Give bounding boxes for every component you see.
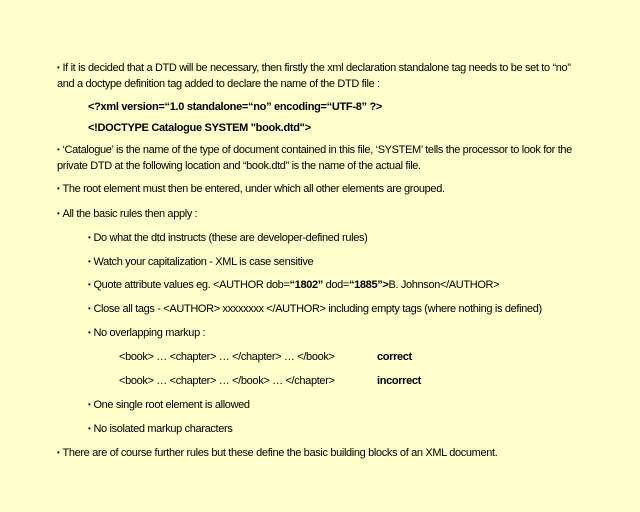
rule-single-root bbox=[88, 397, 250, 414]
root-element-text bbox=[57, 181, 445, 198]
rule-no-overlap bbox=[88, 325, 205, 342]
catalogue-text-2: private DTD at the following location and “book.dtd” is the name of the actual file. bbox=[57, 160, 421, 172]
catalogue-text-line-2 bbox=[57, 158, 421, 174]
rule-quote-dod: “1885”> bbox=[349, 279, 389, 291]
example-incorrect-verdict bbox=[377, 373, 421, 389]
doctype-text: <!DOCTYPE Catalogue SYSTEM "book.dtd"> bbox=[88, 122, 311, 134]
example-correct-label: correct bbox=[377, 351, 412, 363]
rule-quote-suffix: B. Johnson</AUTHOR> bbox=[388, 279, 500, 291]
rule-quote-prefix: Quote attribute values eg. <AUTHOR dob= bbox=[93, 279, 290, 291]
basic-rules-line: All the basic rules then apply : bbox=[62, 208, 198, 220]
intro-text-2: and a doctype definition tag added to declare the name of the DTD file : bbox=[57, 78, 380, 90]
rule-close-tags-text: Close all tags - <AUTHOR> xxxxxxxx </AUTHOR> including empty tags (where nothing is defined) bbox=[93, 303, 542, 315]
intro-text-line-2 bbox=[57, 76, 380, 92]
rule-capitalization bbox=[88, 254, 313, 271]
rule-capitalization-text: Watch your capitalization - XML is case sensitive bbox=[93, 256, 314, 268]
closing-line: There are of course further rules but these define the basic building blocks of an XML document. bbox=[62, 447, 498, 459]
rule-quote-mid: dod= bbox=[322, 279, 349, 291]
example-correct-text: <book> … <chapter> … </chapter> … </book> bbox=[119, 351, 335, 363]
example-incorrect-label: incorrect bbox=[377, 375, 421, 387]
rule-close-tags bbox=[88, 301, 542, 318]
rule-quote-attributes bbox=[88, 277, 499, 294]
xml-declaration-code bbox=[88, 99, 382, 115]
closing-text bbox=[57, 445, 497, 462]
example-incorrect-markup bbox=[119, 373, 335, 389]
rule-dtd-text: Do what the dtd instructs (these are developer-defined rules) bbox=[93, 232, 368, 244]
catalogue-text-line-1 bbox=[57, 142, 572, 159]
rule-quote-dob: “1802” bbox=[289, 279, 323, 291]
example-correct-verdict bbox=[377, 349, 412, 365]
rule-dtd bbox=[88, 230, 367, 247]
rule-no-overlap-text: No overlapping markup : bbox=[93, 327, 206, 339]
example-incorrect-text: <book> … <chapter> … </book> … </chapter> bbox=[119, 375, 335, 387]
intro-text-1: If it is decided that a DTD will be necessary, then firstly the xml declaration standalone tag needs to be set to “no” bbox=[62, 62, 571, 74]
root-element-line: The root element must then be entered, under which all other elements are grouped. bbox=[62, 183, 445, 195]
rule-single-root-text: One single root element is allowed bbox=[93, 399, 250, 411]
xml-declaration-text: <?xml version=“1.0 standalone=“no” encoding=“UTF-8” ?> bbox=[88, 101, 383, 113]
rule-isolated-markup bbox=[88, 421, 232, 438]
basic-rules-heading bbox=[57, 206, 197, 223]
catalogue-text-1: ‘Catalogue’ is the name of the type of document contained in this file, ‘SYSTEM’ tells the processor to look for the bbox=[62, 144, 572, 156]
rule-isolated-markup-text: No isolated markup characters bbox=[93, 423, 233, 435]
example-correct-markup bbox=[119, 349, 335, 365]
intro-text-line-1 bbox=[57, 60, 571, 77]
doctype-code bbox=[88, 120, 311, 136]
